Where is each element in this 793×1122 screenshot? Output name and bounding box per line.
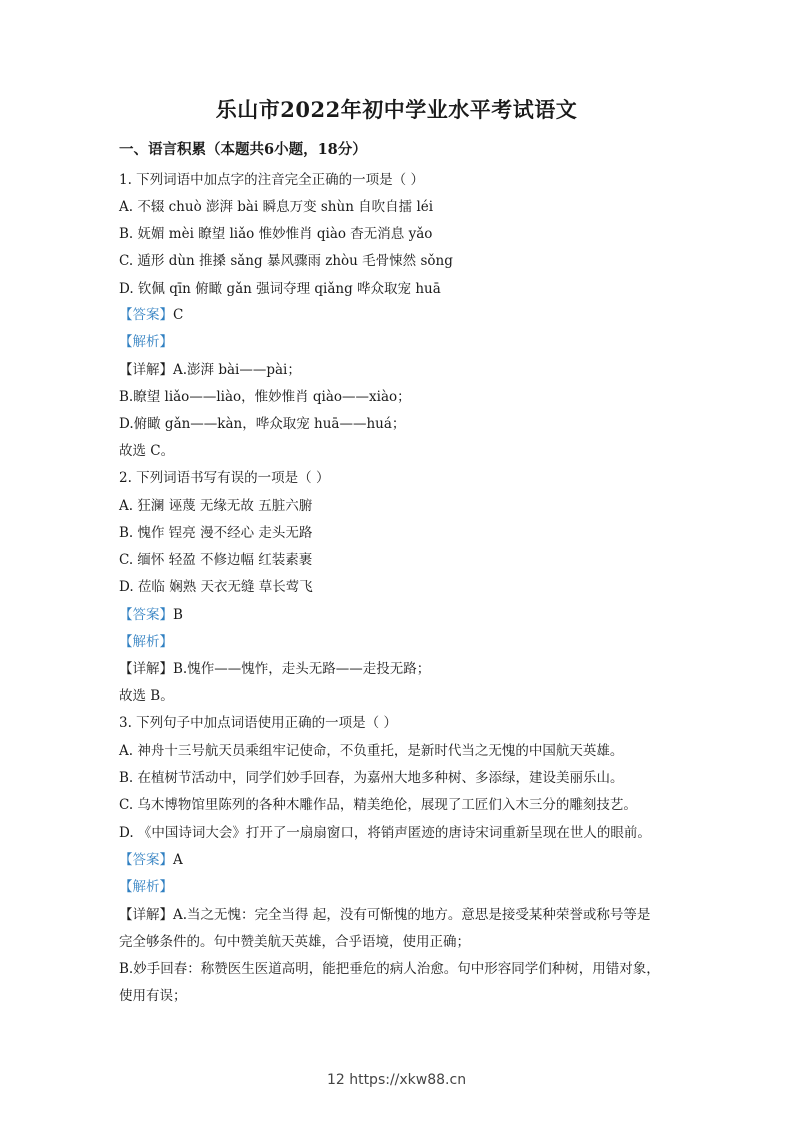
answer-tag: 【答案】	[119, 607, 173, 623]
q1-detail-1	[119, 361, 679, 379]
q2-stem: 2. 下列词语书写有误的一项是（ ）	[119, 470, 330, 486]
q3-option-d: D. 《中国诗词大会》打开了一扇扇窗口，将销声匿迹的唐诗宋词重新呈现在世人的眼前。	[119, 825, 651, 841]
answer-tag: 【答案】	[119, 852, 173, 868]
q3-detail-1-cont: 完全够条件的。句中赞美航天英雄，合乎语境，使用正确；	[119, 934, 470, 950]
q1-answer	[119, 306, 679, 324]
q3-detail-2: B.妙手回春：称赞医生医道高明，能把垂危的病人治愈。句中形容同学们种树，用错对象，	[119, 961, 660, 977]
detail-text: B.愧作——愧怍，走头无路——走投无路；	[173, 661, 431, 677]
q3-answer	[119, 851, 679, 869]
q1-option-a: A. 不辍 chuò 澎湃 bài 瞬息万变 shùn 自吹自擂 léi	[119, 199, 434, 215]
q2-detail-1	[119, 660, 679, 678]
q3-stem: 3. 下列句子中加点词语使用正确的一项是（ ）	[119, 715, 397, 731]
q2-option-a: A. 狂澜 诬蔑 无缘无故 五脏六腑	[119, 498, 313, 514]
section-heading: 一、语言积累（本题共6小题，18分）	[119, 141, 367, 158]
q1-detail-3: D.俯瞰 gǎn——kàn，哗众取宠 huā——huá；	[119, 416, 406, 432]
answer-value: A	[173, 852, 183, 868]
q1-option-d: D. 钦佩 qīn 俯瞰 gǎn 强词夺理 qiǎng 哗众取宠 huā	[119, 281, 441, 297]
q3-option-c: C. 乌木博物馆里陈列的各种木雕作品，精美绝伦，展现了工匠们入木三分的雕刻技艺。	[119, 797, 637, 813]
q1-detail-2: B.瞭望 liǎo——liào，惟妙惟肖 qiào——xiào；	[119, 389, 411, 405]
q3-detail-2-cont: 使用有误；	[119, 988, 187, 1004]
q2-option-d: D. 莅临 娴熟 天衣无缝 草长莺飞	[119, 579, 313, 595]
q1-stem: 1. 下列词语中加点字的注音完全正确的一项是（ ）	[119, 172, 424, 188]
page-title: 乐山市2022年初中学业水平考试语文	[215, 97, 578, 122]
q1-analysis-tag: 【解析】	[119, 334, 173, 350]
q2-answer	[119, 606, 679, 624]
q3-option-b: B. 在植树节活动中，同学们妙手回春，为嘉州大地多种树、多添绿，建设美丽乐山。	[119, 770, 624, 786]
detail-text: A.当之无愧：完全当得 起，没有可惭愧的地方。意思是接受某种荣誉或称号等是	[173, 907, 651, 923]
q1-conclusion: 故选 C。	[119, 443, 175, 459]
detail-tag: 【详解】	[119, 661, 173, 677]
q3-detail-1	[119, 906, 679, 924]
q2-option-c: C. 缅怀 轻盈 不修边幅 红装素裹	[119, 552, 313, 568]
detail-tag: 【详解】	[119, 362, 173, 378]
q3-option-a: A. 神舟十三号航天员乘组牢记使命，不负重托，是新时代当之无愧的中国航天英雄。	[119, 743, 624, 759]
q2-option-b: B. 愧作 锃亮 漫不经心 走头无路	[119, 525, 313, 541]
q2-conclusion: 故选 B。	[119, 688, 174, 704]
q1-option-b: B. 妩媚 mèi 瞭望 liǎo 惟妙惟肖 qiào 杳无消息 yǎo	[119, 226, 433, 242]
detail-text: A.澎湃 bài——pài；	[173, 362, 301, 378]
page-footer: 12 https://xkw88.cn	[326, 1072, 467, 1088]
answer-value: B	[173, 607, 183, 623]
q2-analysis-tag: 【解析】	[119, 634, 173, 650]
q3-analysis-tag: 【解析】	[119, 879, 173, 895]
answer-tag: 【答案】	[119, 307, 173, 323]
detail-tag: 【详解】	[119, 907, 173, 923]
q1-option-c: C. 遁形 dùn 推搡 sǎng 暴风骤雨 zhòu 毛骨悚然 sǒng	[119, 253, 453, 269]
answer-value: C	[173, 307, 184, 323]
